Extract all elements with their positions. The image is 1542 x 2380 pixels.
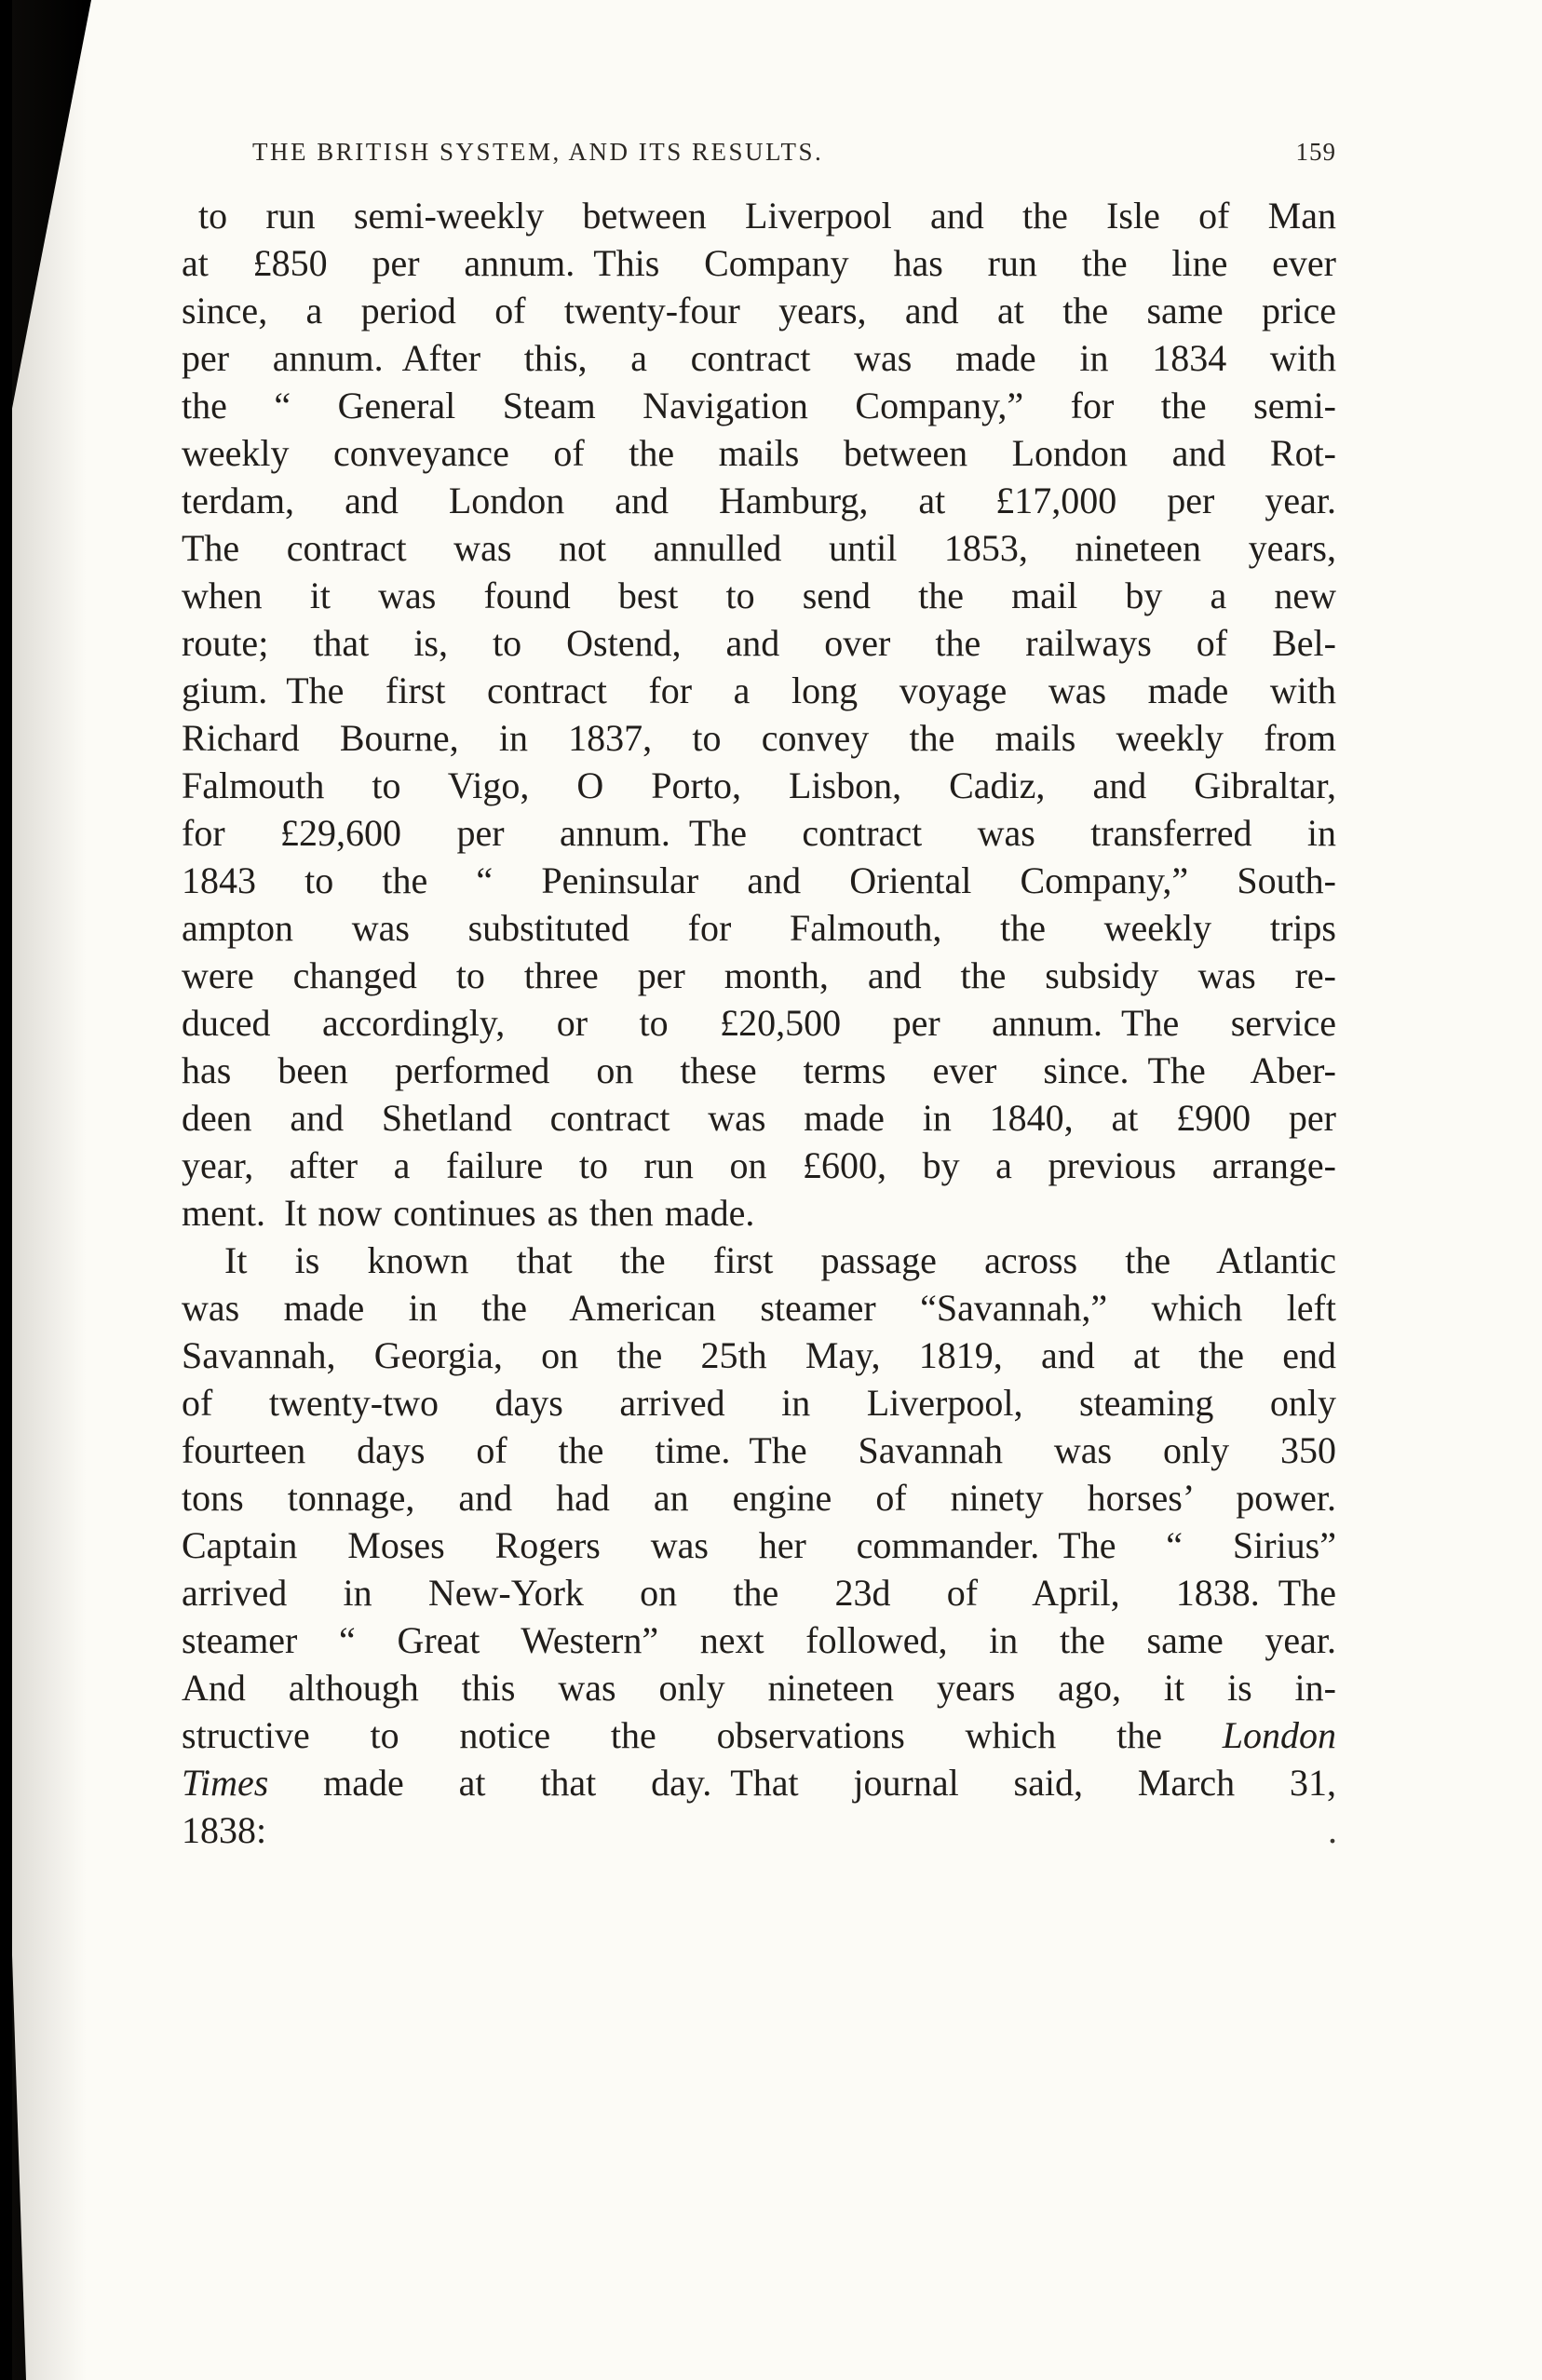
scan-edge-bottom-corner [0,1952,26,2380]
text-line [182,667,1336,714]
text-line [182,1237,1336,1284]
text-segment: 1838: [182,1809,267,1851]
text-line [182,477,1336,524]
text-segment: Falmouth to Vigo, O Porto, Lisbon, Cadiz, and Gibraltar, [182,764,1336,806]
text-line [182,809,1336,857]
paragraph [182,192,1336,1237]
text-line [182,1664,1336,1711]
text-segment: steamer “ Great Western” next followed, in the same year. [182,1619,1336,1661]
text-line [182,1284,1336,1332]
text-segment: of twenty-two days arrived in Liverpool, steaming only [182,1382,1336,1424]
running-title: THE BRITISH SYSTEM, AND ITS RESULTS. [252,138,824,166]
text-line [182,287,1336,334]
text-segment: duced accordingly, or to £20,500 per annum. The service [182,1002,1336,1044]
text-segment: per annum. After this, a contract was made in 1834 with [182,337,1336,379]
text-line [182,1806,1336,1854]
text-line [182,762,1336,809]
text-segment: to run semi-weekly between Liverpool and the Isle of Man [198,195,1336,237]
text-segment: made at that day. That journal said, March 31, [268,1762,1336,1804]
text-line [182,239,1336,287]
text-line [182,1094,1336,1142]
text-segment: Captain Moses Rogers was her commander. The “ Sirius” [182,1524,1336,1566]
text-segment: 1843 to the “ Peninsular and Oriental Company,” South- [182,859,1336,901]
text-line [182,1047,1336,1094]
text-segment: It is known that the first passage across the Atlantic [224,1239,1336,1281]
text-segment: terdam, and London and Hamburg, at £17,000 per year. [182,480,1336,521]
text-segment: structive to notice the observations which the [182,1714,1223,1756]
text-segment: Savannah, Georgia, on the 25th May, 1819, and at the end [182,1334,1336,1376]
text-segment: was made in the American steamer “Savannah,” which left [182,1287,1336,1329]
text-segment: since, a period of twenty-four years, and at the same price [182,290,1336,331]
text-segment: were changed to three per month, and the subsidy was re- [182,954,1336,996]
scan-artifact-dot: . [1328,1809,1337,1851]
text-segment: when it was found best to send the mail by a new [182,575,1336,616]
text-line [182,1142,1336,1189]
text-line [182,1616,1336,1664]
text-line [182,952,1336,999]
text-segment: And although this was only nineteen years ago, it is in- [182,1667,1336,1709]
text-line [182,1569,1336,1616]
text-segment: Richard Bourne, in 1837, to convey the mails weekly from [182,717,1336,759]
text-segment: for £29,600 per annum. The contract was transferred in [182,812,1336,854]
page-number: 159 [1295,138,1336,166]
text-line [182,334,1336,382]
text-segment: gium. The first contract for a long voyage was made with [182,669,1336,711]
text-line [182,192,1336,239]
text-line [182,1759,1336,1806]
text-segment: ment. It now continues as then made. [182,1192,755,1234]
text-line [182,1521,1336,1569]
text-segment: The contract was not annulled until 1853, nineteen years, [182,527,1336,569]
text-line [182,619,1336,667]
text-line [182,524,1336,572]
text-segment: tons tonnage, and had an engine of ninety horses’ power. [182,1477,1336,1519]
text-line [182,382,1336,429]
text-line [182,1332,1336,1379]
page-curvature-shadow [12,0,87,2380]
text-segment: ampton was substituted for Falmouth, the weekly trips [182,907,1336,949]
scan-edge-top-corner [0,0,91,410]
italic-text-segment: Times [182,1762,269,1804]
text-segment: arrived in New-York on the 23d of April, 1838. The [182,1572,1336,1614]
text-segment: year, after a failure to run on £600, by a previous arrange- [182,1144,1336,1186]
text-line [182,904,1336,952]
text-segment: route; that is, to Ostend, and over the railways of Bel- [182,622,1336,664]
paragraph [182,1237,1336,1854]
text-line [182,1189,1336,1237]
text-line [182,1427,1336,1474]
text-line [182,429,1336,477]
text-block [182,192,1336,1854]
running-head [182,138,1336,175]
text-segment: the “ General Steam Navigation Company,” for the semi- [182,385,1336,426]
text-segment: weekly conveyance of the mails between London and Rot- [182,432,1336,474]
text-line [182,1474,1336,1521]
text-line [182,572,1336,619]
text-line [182,999,1336,1047]
text-segment: has been performed on these terms ever since. The Aber- [182,1049,1336,1091]
text-line [182,1379,1336,1427]
italic-text-segment: London [1222,1714,1336,1756]
text-segment: at £850 per annum. This Company has run the line ever [182,242,1336,284]
text-segment: fourteen days of the time. The Savannah was only 350 [182,1429,1336,1471]
text-segment: deen and Shetland contract was made in 1840, at £900 per [182,1097,1336,1139]
text-line [182,1711,1336,1759]
text-line [182,714,1336,762]
text-line [182,857,1336,904]
